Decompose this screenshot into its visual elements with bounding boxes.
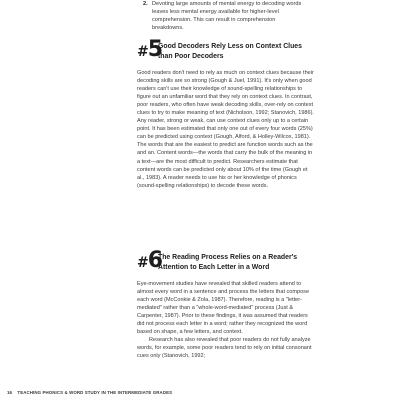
- section-5-title: Good Decoders Rely Less on Context Clues than Poor Decoders: [158, 43, 302, 60]
- list-item-text: Devoting large amounts of mental energy to decoding words leaves less mental energy available for higher-level comprehension. This can result in comprehension breakdowns.: [152, 1, 302, 31]
- section-6: [137, 248, 314, 360]
- section-5-paragraph: Good readers don't need to rely as much on context clues because their decoding skills are so strong (Gough & Juel, 1991). It's only when good readers can't use their knowledge of sound-spelling relationships to figure out an unfamiliar word that they rely on context clues. In contrast, poor readers, who often have weak decoding skills, over-rely on context clues to try to make meaning of text (Nicholson, 1992; Stanovich, 1986). Any reader, strong or weak, can use context clues only up to a certain point. It has been estimated that only one out of every four words (25%) can be predicted using context (Gough, Alford, & Holley-Wilcox, 1981). The words that are the easiest to predict are function words such as the and an. Content words—the words that carry the bulk of the meaning in a text—are the most difficult to predict. Researchers estimate that content words can be predicted only about 10% of the time (Gough et al., 1983). A reader needs to use his or her knowledge of phonics (sound-spelling relationships) to decode these words.: [137, 70, 314, 189]
- numbered-list-item: [143, 0, 302, 32]
- section-5: [137, 37, 314, 190]
- page-footer: [7, 390, 172, 396]
- page-number: 16: [7, 390, 13, 395]
- section-6-paragraph: Research has also revealed that poor readers do not fully analyze words, for example, some poor readers tend to rely on initial consonant cues only (Stanovich, 1992;: [137, 337, 312, 360]
- running-title: TEACHING PHONICS & WORD STUDY IN THE INTERMEDIATE GRADES: [17, 390, 173, 395]
- section-6-paragraph: Eye-movement studies have revealed that skilled readers attend to almost every word in a sentence and process the letters that compose each word (McConkie & Zola, 1987). Therefore, reading is a "letter-mediated" rather than a "whole-word-mediated" process (Just & Carpenter, 1987). Prior to these findings, it was assumed that readers did not process each letter in a word; rather they recognized the word based on shape, a few letters, and context.: [137, 281, 310, 336]
- section-5-heading: [137, 37, 314, 69]
- section-6-number: #6: [137, 248, 163, 273]
- section-6-title: The Reading Process Relies on a Reader's Attention to Each Letter in a Word: [158, 254, 298, 271]
- list-item-number: 2.: [143, 1, 148, 7]
- section-5-number: #5: [137, 37, 163, 62]
- section-6-heading: [137, 248, 314, 280]
